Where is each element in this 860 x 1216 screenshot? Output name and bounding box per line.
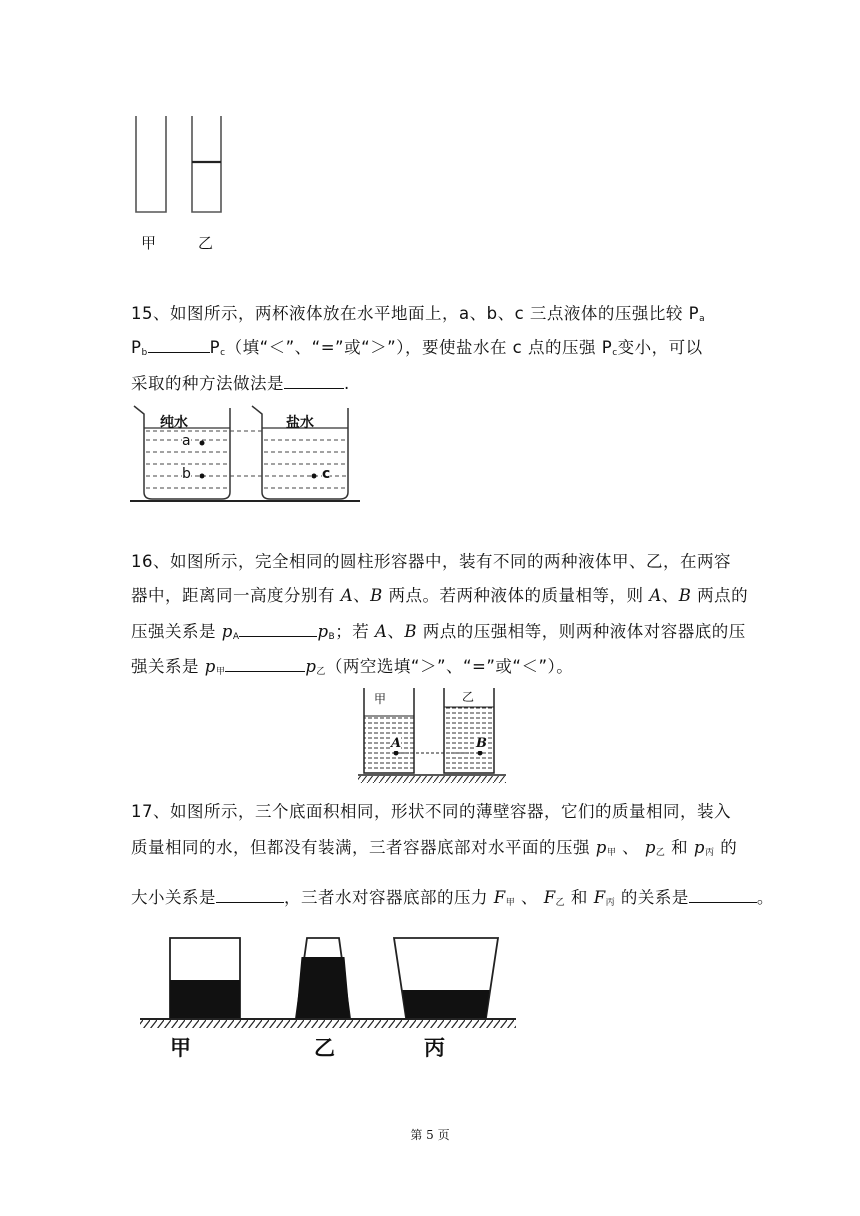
- q17-line3: 大小关系是 ，三者水对容器底部的压力 $F_甲$ 、 $F_乙$ 和 $F_丙$ 的关系是 。: [131, 880, 774, 921]
- q15-fig-point-b: b: [182, 466, 191, 482]
- q17-blank2[interactable]: [689, 886, 757, 904]
- fig14-label-yi: 乙: [198, 234, 214, 252]
- q17-fig-label-jia: 甲: [170, 1036, 191, 1060]
- q16-line4: 强关系是 $p_甲$ $p_乙$（两空选填“＞”、“=”或“＜”）。: [131, 649, 573, 690]
- q15-blank2[interactable]: [284, 372, 344, 390]
- q16-fig-label-jia: 甲: [374, 692, 387, 706]
- q16-line3: 压强关系是 $p_A$ $p_B$；若 A、B 两点的压强相等，则两种液体对容器底的压: [131, 614, 746, 655]
- q15-line1: 15、如图所示，两杯液体放在水平地面上，a、b、c 三点液体的压强比较 $P_a$: [131, 304, 706, 324]
- q15-fig-point-a: a: [182, 433, 191, 449]
- page-number: 第 5 页: [410, 1128, 450, 1142]
- q16-line1: 16、如图所示，完全相同的圆柱形容器中，装有不同的两种液体甲、乙，在两容: [131, 552, 731, 571]
- q15-line2: $P_b$ $P_c$（填“＜”、“=”或“＞”），要使盐水在 c 点的压强 $P_c$变小，可以: [131, 330, 703, 371]
- q16-fig-point-b: B: [476, 736, 487, 751]
- q16-blank1[interactable]: [239, 620, 317, 638]
- q16-blank2[interactable]: [225, 655, 305, 673]
- q15-blank1[interactable]: [148, 336, 210, 354]
- q15-line3: 采取的种方法做法是 .: [131, 366, 350, 402]
- fig14-label-jia: 甲: [141, 234, 157, 252]
- q16-fig-point-a: A: [391, 736, 402, 751]
- q17-line2: 质量相同的水，但都没有装满，三者容器底部对水平面的压强 $p_甲$ 、 $p_乙$ 和 $p_丙$ 的: [131, 838, 738, 858]
- q15-fig-right-title: 盐水: [286, 415, 314, 431]
- q17-fig-label-bing: 丙: [424, 1036, 445, 1060]
- q17-line1: 17、如图所示，三个底面积相同，形状不同的薄壁容器，它们的质量相同，装入: [131, 802, 731, 821]
- q15-fig-left-title: 纯水: [160, 415, 188, 431]
- q15-fig-point-c: c: [322, 466, 331, 482]
- q17-blank1[interactable]: [216, 886, 284, 904]
- q17-figure: [136, 930, 536, 1070]
- q16-fig-label-yi: 乙: [462, 690, 475, 704]
- fig14-tubes: [130, 112, 230, 222]
- q17-fig-label-yi: 乙: [314, 1036, 335, 1060]
- q16-line2: 器中，距离同一高度分别有 A、B 两点。若两种液体的质量相等，则 A、B 两点的: [131, 586, 749, 605]
